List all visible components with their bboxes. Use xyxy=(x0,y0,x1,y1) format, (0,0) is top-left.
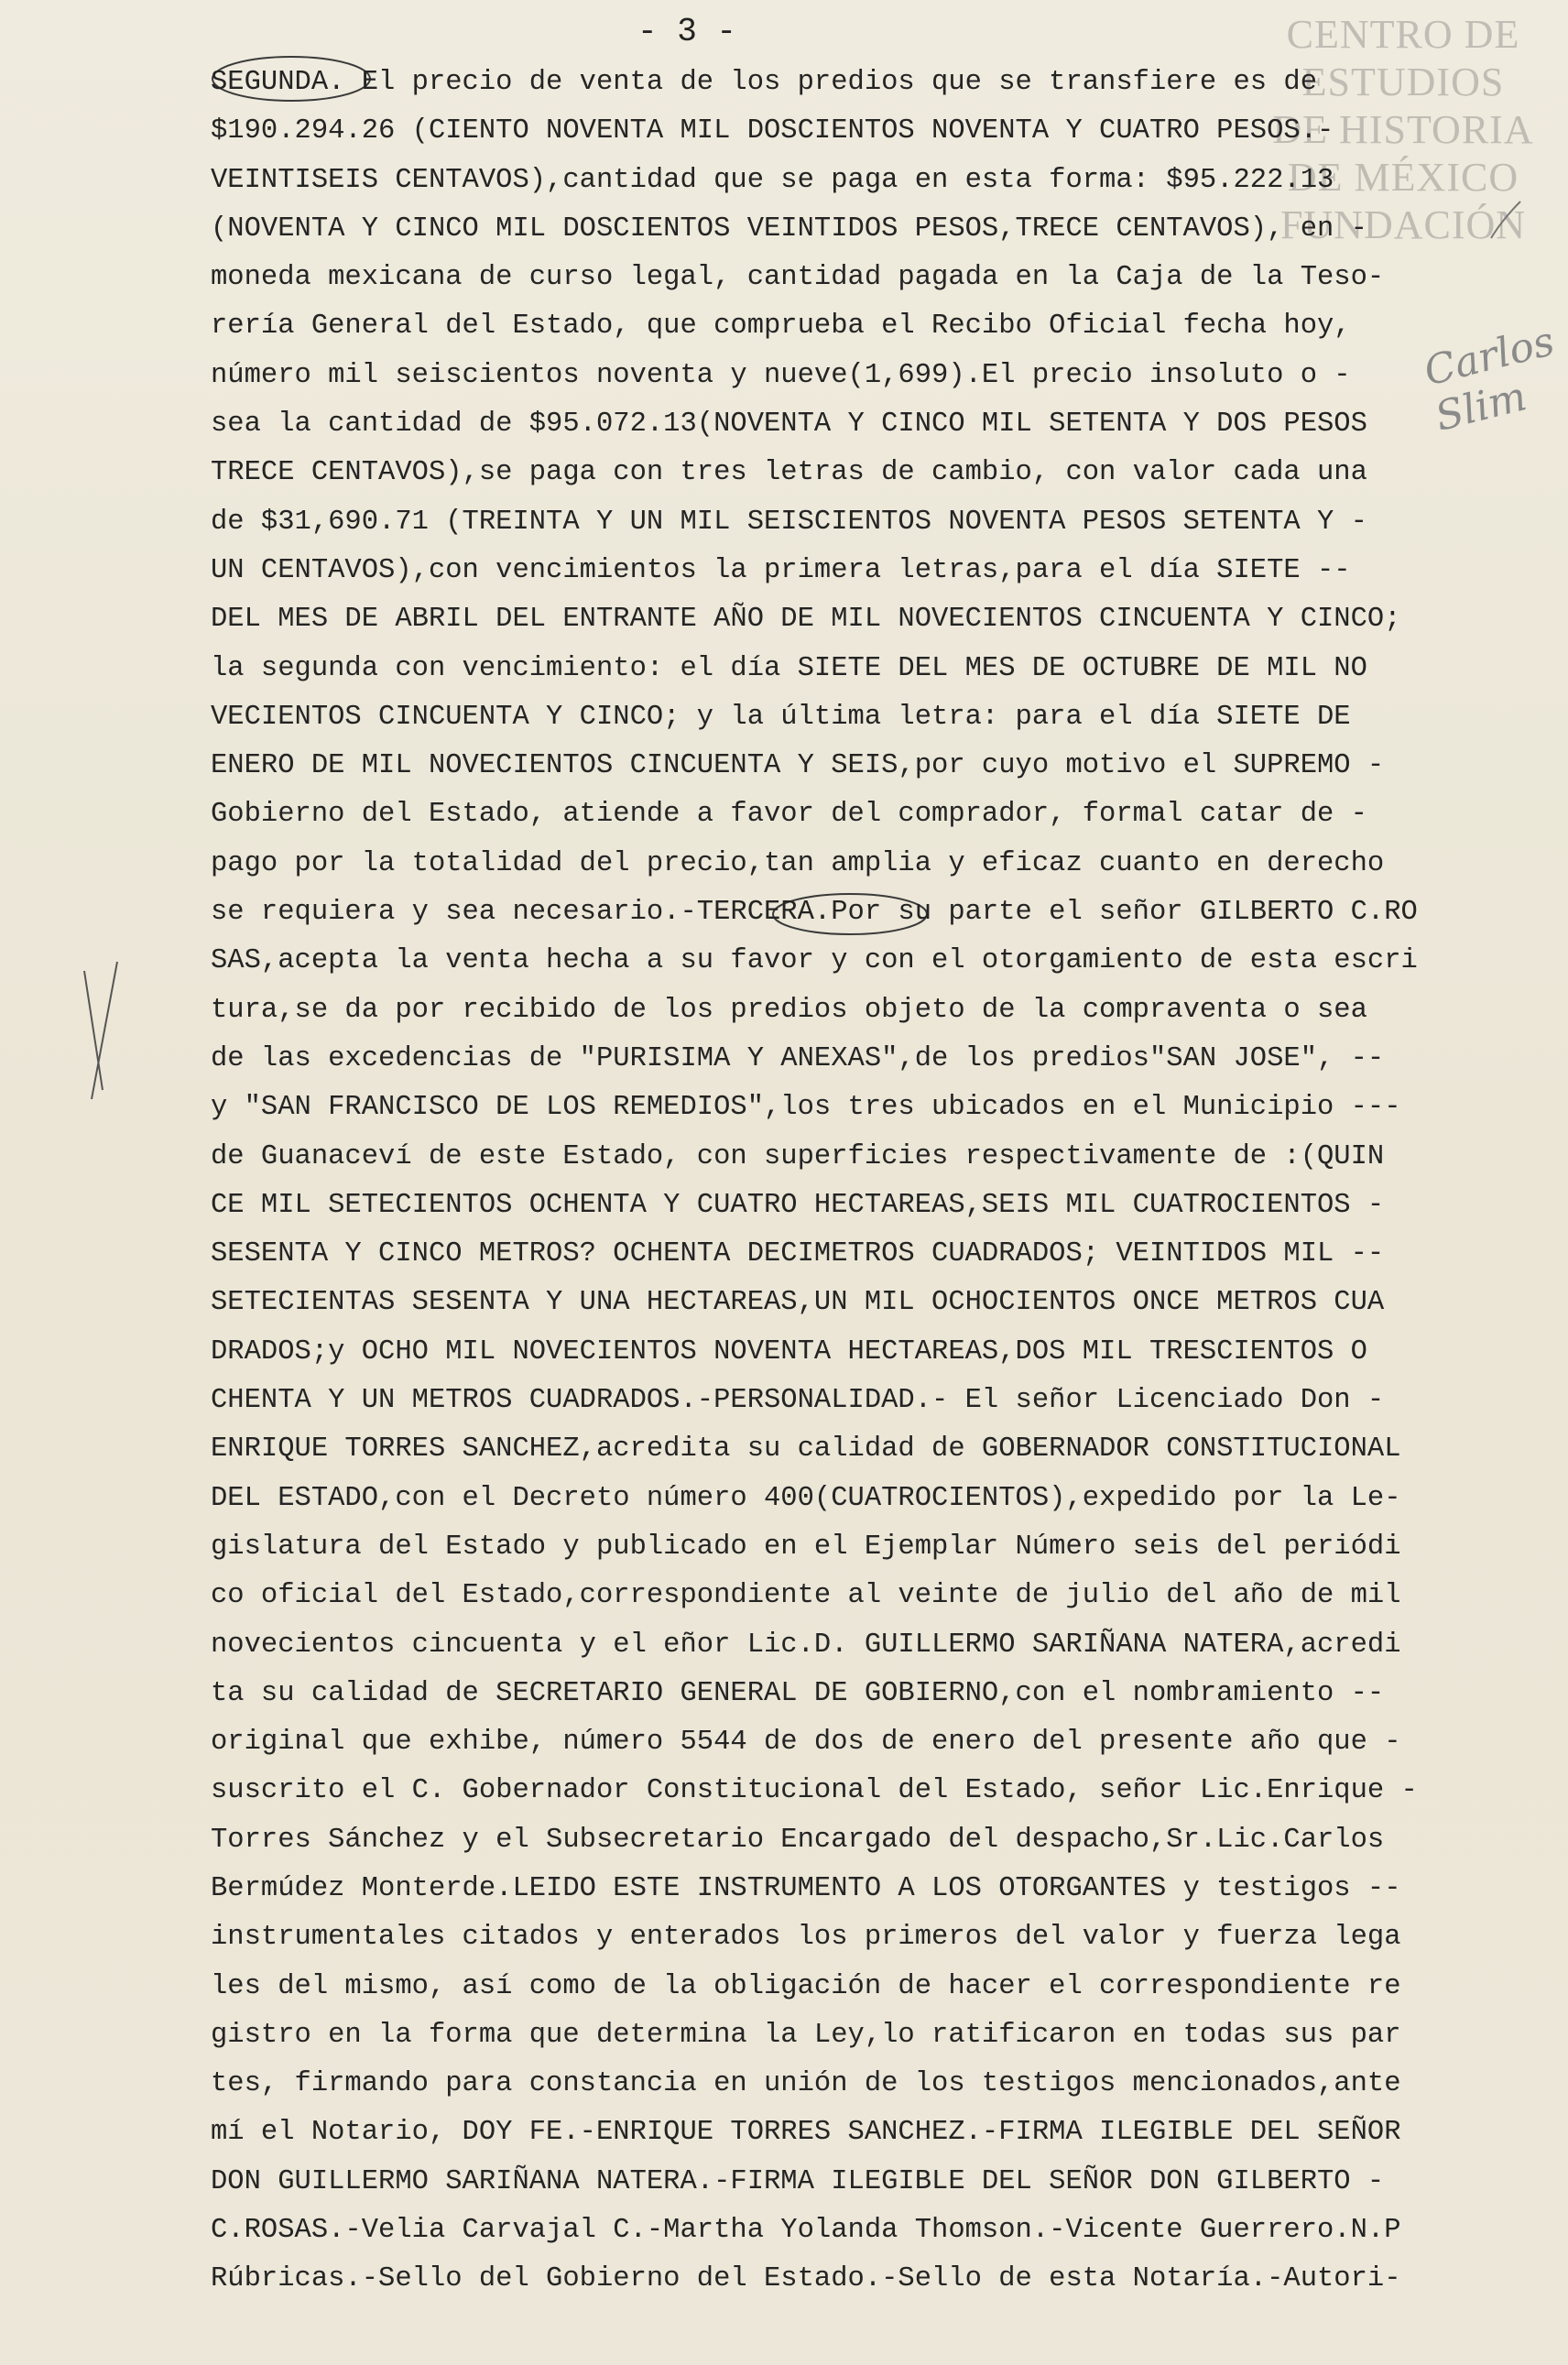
text-line: Bermúdez Monterde.LEIDO ESTE INSTRUMENTO A LOS OTORGANTES y testigos -- xyxy=(211,1872,1401,1904)
stamp-line: DE MÉXICO xyxy=(1287,155,1519,200)
text-line: SEGUNDA. El precio de venta de los predios que se transfiere es de xyxy=(211,67,1317,98)
text-line: Gobierno del Estado, atiende a favor del comprador, formal catar de - xyxy=(211,799,1367,831)
text-line: de las excedencias de "PURISIMA Y ANEXAS",de los predios"SAN JOSE", -- xyxy=(211,1042,1385,1074)
text-line: UN CENTAVOS),con vencimientos la primera letras,para el día SIETE -- xyxy=(211,554,1351,586)
text-line: de $31,690.71 (TREINTA Y UN MIL SEISCIENTOS NOVENTA PESOS SETENTA Y - xyxy=(211,506,1367,538)
text-line: ENRIQUE TORRES SANCHEZ,acredita su calidad de GOBERNADOR CONSTITUCIONAL xyxy=(211,1433,1401,1466)
text-line: ENERO DE MIL NOVECIENTOS CINCUENTA Y SEIS,por cuyo motivo el SUPREMO - xyxy=(211,750,1385,782)
text-line: suscrito el C. Gobernador Constitucional del Estado, señor Lic.Enrique - xyxy=(211,1775,1418,1807)
text-line: DEL ESTADO,con el Decreto número 400(CUATROCIENTOS),expedido por la Le- xyxy=(211,1482,1401,1514)
document-body xyxy=(211,59,1548,2305)
text-line: (NOVENTA Y CINCO MIL DOSCIENTOS VEINTIDOS PESOS,TRECE CENTAVOS), en - xyxy=(211,213,1367,245)
text-line: TRECE CENTAVOS),se paga con tres letras de cambio, con valor cada una xyxy=(211,457,1367,489)
text-line: mí el Notario, DOY FE.-ENRIQUE TORRES SANCHEZ.-FIRMA ILEGIBLE DEL SEÑOR xyxy=(211,2117,1401,2149)
text-line: tes, firmando para constancia en unión de los testigos mencionados,ante xyxy=(211,2068,1401,2100)
text-line: CE MIL SETECIENTOS OCHENTA Y CUATRO HECTAREAS,SEIS MIL CUATROCIENTOS - xyxy=(211,1189,1385,1221)
text-line: gislatura del Estado y publicado en el Ejemplar Número seis del periódi xyxy=(211,1531,1401,1563)
handwritten-signature: Carlos Slim xyxy=(1419,318,1560,441)
text-line: VEINTISEIS CENTAVOS),cantidad que se paga en esta forma: $95.222.13 xyxy=(211,164,1334,196)
text-line: moneda mexicana de curso legal, cantidad pagada en la Caja de la Teso- xyxy=(211,262,1385,294)
text-line: sea la cantidad de $95.072.13(NOVENTA Y CINCO MIL SETENTA Y DOS PESOS xyxy=(211,409,1367,441)
text-line: tura,se da por recibido de los predios objeto de la compraventa o sea xyxy=(211,994,1367,1026)
text-line: instrumentales citados y enterados los primeros del valor y fuerza lega xyxy=(211,1922,1401,1954)
text-line: se requiera y sea necesario.-TERCERA.Por su parte el señor GILBERTO C.RO xyxy=(211,897,1418,929)
text-line: original que exhibe, número 5544 de dos de enero del presente año que - xyxy=(211,1727,1401,1759)
page-number: - 3 - xyxy=(637,13,737,50)
text-line: y "SAN FRANCISCO DE LOS REMEDIOS",los tres ubicados en el Municipio --- xyxy=(211,1092,1401,1124)
stamp-line: CENTRO DE xyxy=(1286,12,1520,57)
text-line: la segunda con vencimiento: el día SIETE DEL MES DE OCTUBRE DE MIL NO xyxy=(211,652,1367,684)
stamp-line: DE HISTORIA xyxy=(1272,107,1534,152)
text-line: rería General del Estado, que comprueba el Recibo Oficial fecha hoy, xyxy=(211,311,1351,343)
stamp-line: ESTUDIOS xyxy=(1301,60,1505,104)
margin-mark xyxy=(84,962,117,1099)
text-line: SESENTA Y CINCO METROS? OCHENTA DECIMETROS CUADRADOS; VEINTIDOS MIL -- xyxy=(211,1238,1385,1270)
text-line: CHENTA Y UN METROS CUADRADOS.-PERSONALIDAD.- El señor Licenciado Don - xyxy=(211,1385,1385,1417)
text-line: VECIENTOS CINCUENTA Y CINCO; y la última letra: para el día SIETE DE xyxy=(211,701,1351,733)
text-line: número mil seiscientos noventa y nueve(1,699).El precio insoluto o - xyxy=(211,359,1351,391)
text-line: Torres Sánchez y el Subsecretario Encargado del despacho,Sr.Lic.Carlos xyxy=(211,1824,1385,1856)
text-line: C.ROSAS.-Velia Carvajal C.-Martha Yolanda Thomson.-Vicente Guerrero.N.P xyxy=(211,2215,1401,2247)
text-line: DON GUILLERMO SARIÑANA NATERA.-FIRMA ILEGIBLE DEL SEÑOR DON GILBERTO - xyxy=(211,2165,1385,2197)
text-line: novecientos cincuenta y el eñor Lic.D. GUILLERMO SARIÑANA NATERA,acredi xyxy=(211,1629,1401,1661)
text-line: pago por la totalidad del precio,tan amplia y eficaz cuanto en derecho xyxy=(211,847,1385,879)
stamp-line: FUNDACIÓN xyxy=(1279,202,1527,247)
text-line: DEL MES DE ABRIL DEL ENTRANTE AÑO DE MIL NOVECIENTOS CINCUENTA Y CINCO; xyxy=(211,604,1401,636)
text-line: Rúbricas.-Sello del Gobierno del Estado.-Sello de esta Notaría.-Autori- xyxy=(211,2263,1401,2295)
text-line: ta su calidad de SECRETARIO GENERAL DE GOBIERNO,con el nombramiento -- xyxy=(211,1677,1385,1709)
text-line: SAS,acepta la venta hecha a su favor y con el otorgamiento de esta escri xyxy=(211,945,1418,977)
text-line: gistro en la forma que determina la Ley,lo ratificaron en todas sus par xyxy=(211,2019,1401,2051)
text-line: de Guanaceví de este Estado, con superficies respectivamente de :(QUIN xyxy=(211,1140,1385,1172)
text-line: DRADOS;y OCHO MIL NOVECIENTOS NOVENTA HECTAREAS,DOS MIL TRESCIENTOS O xyxy=(211,1335,1367,1368)
text-line: co oficial del Estado,correspondiente al veinte de julio del año de mil xyxy=(211,1580,1401,1612)
text-line: les del mismo, así como de la obligación de hacer el correspondiente re xyxy=(211,1970,1401,2002)
text-line: $190.294.26 (CIENTO NOVENTA MIL DOSCIENTOS NOVENTA Y CUATRO PESOS.- xyxy=(211,115,1334,147)
text-line: SETECIENTAS SESENTA Y UNA HECTAREAS,UN MIL OCHOCIENTOS ONCE METROS CUA xyxy=(211,1287,1385,1319)
